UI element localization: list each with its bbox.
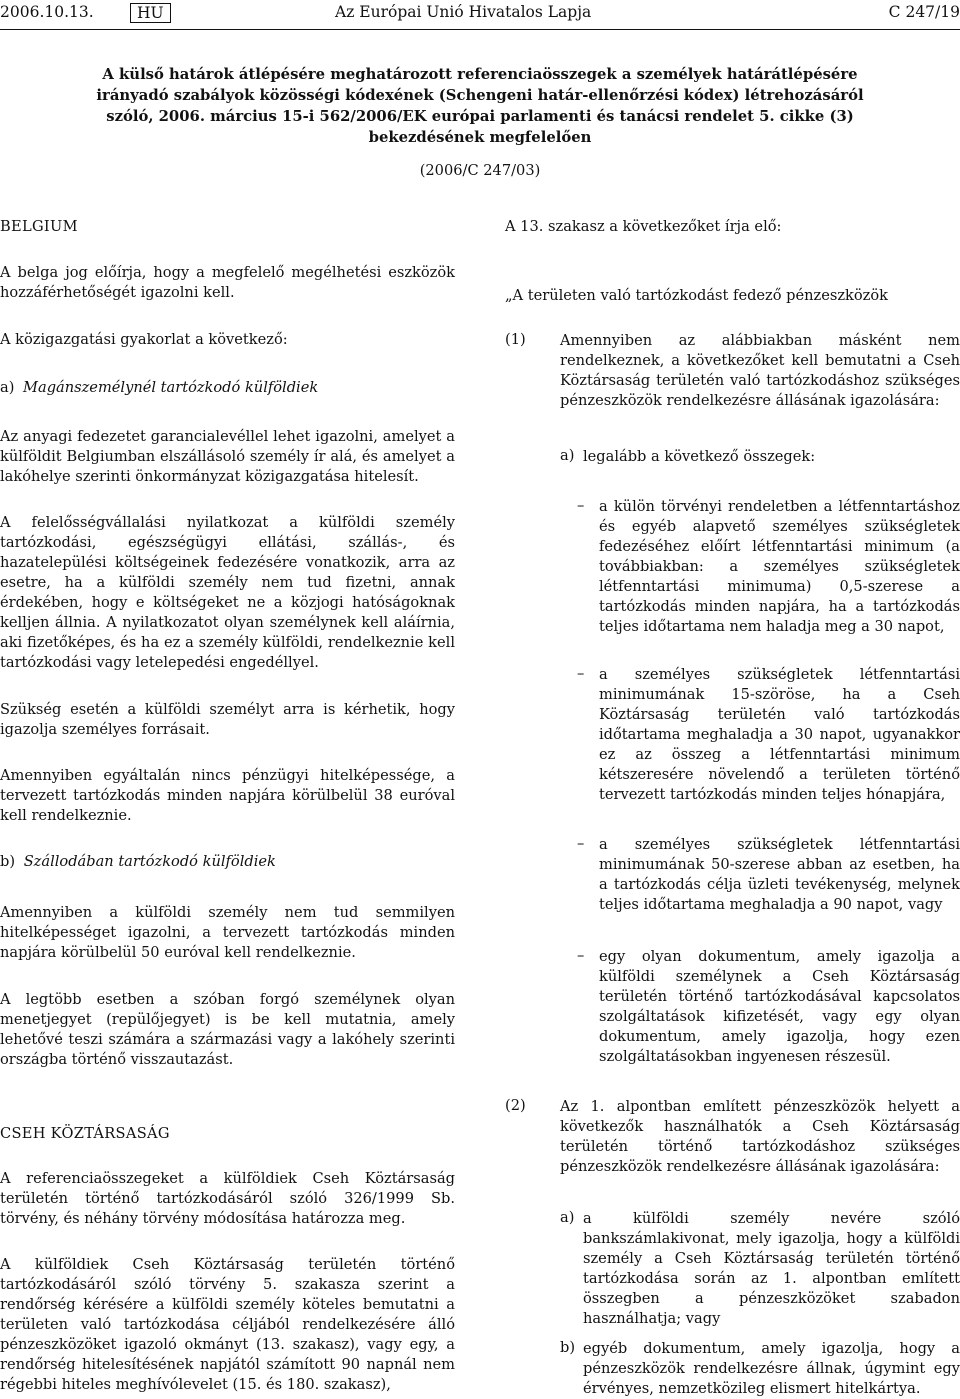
dash-item-text: a külön törvényi rendeletben a létfenntartáshoz és egyéb alapvető személyes szükségletek fedezéséhez előírt létfenntartási minimum (a továbbiakban: a személyes szükségletek létfenntartási minimuma) 0,5-szerese a tartózkodás minden napjára, ha a tartózkodás teljes időtartama nem haladja meg a 30 napot, [599, 498, 960, 635]
list-number: (1) [505, 331, 526, 348]
list-label: a) [560, 1209, 575, 1226]
list-item-text: Amennyiben az alábbiakban másként nem rendelkeznek, a következőket kell bemutatni a Cseh Köztársaság területén való tartózkodáshoz szükséges pénzeszközök rendelkezésre állásának igazolására: [560, 332, 960, 409]
list-number: (2) [505, 1097, 526, 1114]
paragraph: A felelősségvállalási nyilatkozat a külföldi személy tartózkodási, egészségügyi ellátási, szállás-, és hazatelepülési költségeinek fedezésére vonatkozik, arra az esetre, ha a külföldi személy nem tud fizetni, annak érdekében, hogy e költségeket ne a közjogi hatóságoknak kelljen állnia. A nyilatkozatot olyan személynek kell aláírnia, aki fizetőképes, és ha ez a személy külföldi, rendelkeznie kell tartózkodási vagy letelepedési engedéllyel. [0, 514, 455, 671]
list-label: a) [0, 379, 15, 396]
paragraph: A belga jog előírja, hogy a megfelelő megélhetési eszközök hozzáférhetőségét igazolni kell. [0, 264, 455, 301]
list-item-text: a külföldi személy nevére szóló bankszámlakivonat, mely igazolja, hogy a külföldi személy a Cseh Köztársaság területén történő tartózkodása során az 1. alpontban említett összegben a pénzeszközöket szabadon használhatja; vagy [583, 1210, 960, 1327]
dash-item-text: a személyes szükségletek létfenntartási minimumának 15-szöröse, ha a Cseh Köztársaság területén való tartózkodás időtartama meghaladja a 30 napot, ugyanakkor ez az összeg a létfenntartási minimum kétszeresére növelendő a területen történő tervezett tartózkodás minden teljes hónapjára, [599, 666, 960, 803]
list-item-2 [505, 1097, 960, 1177]
dash-item [505, 835, 960, 915]
paragraph: A 13. szakasz a következőket írja elő: [505, 218, 782, 235]
subheading-title: Szállodában tartózkodó külföldiek [23, 853, 276, 870]
paragraph: Szükség esetén a külföldi személyt arra is kérhetik, hogy igazolja személyes forrásait. [0, 701, 455, 738]
list-item-text: legalább a következő összegek: [583, 448, 816, 465]
list-label: a) [560, 447, 575, 464]
paragraph: A közigazgatási gyakorlat a következő: [0, 331, 288, 348]
list-item-1 [505, 331, 960, 411]
sub-item-a [505, 447, 960, 467]
publication-date: 2006.10.13. [0, 3, 94, 21]
journal-name: Az Európai Unió Hivatalos Lapja [335, 3, 592, 21]
paragraph: A külföldiek Cseh Köztársaság területén történő tartózkodásáról szóló törvény 5. szakasza szerint a rendőrség kérésére a külföldi személy köteles bemutatni a területen való tartózkodása céljából rendelkezésére álló pénzeszközöket igazoló okmányt (13. szakasz), vagy egy, a rendőrség hitelesítésének napjától számított 90 napnál nem régebbi hiteles meghívólevelet (15. és 180. szakasz), [0, 1256, 455, 1393]
paragraph: Az anyagi fedezetet garancialevéllel lehet igazolni, amelyet a külföldit Belgiumban elszállásoló személy ír alá, és amelyet a lakóhelye szerinti önkormányzat közigazgatása hitelesít. [0, 428, 455, 485]
subheading-b [0, 853, 455, 870]
subheading-title: Magánszemélynél tartózkodó külföldiek [23, 379, 319, 396]
dash-marker: – [577, 665, 585, 682]
language-code: HU [130, 3, 171, 23]
list-item-text: egyéb dokumentum, amely igazolja, hogy a pénzeszközök rendelkezésre állnak, úgymint egy érvényes, nemzetközileg elismert hitelkártya. [583, 1340, 960, 1397]
paragraph: A referenciaösszegeket a külföldiek Cseh Köztársaság területén történő tartózkodásáról szóló 326/1999 Sb. törvény, és néhány törvény módosítása határozza meg. [0, 1170, 455, 1227]
page-header [0, 0, 960, 28]
list-item-text: Az 1. alpontban említett pénzeszközök helyett a következők használhatók a Cseh Köztársaság területén történő tartózkodáshoz szükséges pénzeszközök rendelkezésre állásának igazolására: [560, 1098, 960, 1175]
header-rule [0, 29, 960, 30]
dash-item [505, 497, 960, 637]
dash-marker: – [577, 947, 585, 964]
list-label: b) [0, 853, 16, 870]
dash-marker: – [577, 497, 585, 514]
section-heading-czech: CSEH KÖZTÁRSASÁG [0, 1125, 170, 1142]
subheading-a [0, 379, 455, 396]
dash-item-text: a személyes szükségletek létfenntartási minimumának 50-szerese abban az esetben, ha a tartózkodás célja üzleti tevékenység, melynek teljes időtartama meghaladja a 90 napot, vagy [599, 836, 960, 913]
sub-item-2b [505, 1339, 960, 1399]
paragraph: A legtöbb esetben a szóban forgó személynek olyan menetjegyet (repülőjegyet) is be kell mutatnia, amely lehetővé teszi számára a származási vagy a lakóhely szerinti országba történő visszautazást. [0, 991, 455, 1068]
section-heading-belgium: BELGIUM [0, 218, 78, 235]
quote-heading: „A területen való tartózkodást fedező pénzeszközök [505, 287, 889, 304]
document-title: A külső határok átlépésére meghatározott referenciaösszegek a személyek határátlépésére irányadó szabályok közösségi kódexének (Schengeni határ-ellenőrzési kódex) létrehozásáról szóló, 2006. március 15-i 562/2006/EK európai parlamenti és tanácsi rendelet 5. cikke (3) bekezdésének megfelelően [96, 66, 864, 146]
dash-item [505, 947, 960, 1067]
document-reference: (2006/C 247/03) [419, 162, 541, 179]
dash-marker: – [577, 835, 585, 852]
page-number: C 247/19 [888, 3, 960, 21]
dash-item [505, 665, 960, 805]
dash-item-text: egy olyan dokumentum, amely igazolja a külföldi személynek a Cseh Köztársaság területén történő tartózkodásával kapcsolatos szolgáltatások kifizetését, vagy egy olyan dokumentum, amely igazolja, hogy ezen szolgáltatásokban ingyenesen részesül. [599, 948, 960, 1065]
paragraph: Amennyiben egyáltalán nincs pénzügyi hitelképessége, a tervezett tartózkodás minden napjára körülbelül 38 euróval kell rendelkeznie. [0, 767, 455, 824]
paragraph: Amennyiben a külföldi személy nem tud semmilyen hitelképességet igazolni, a tervezett tartózkodás minden napjára körülbelül 50 euróval kell rendelkeznie. [0, 904, 455, 961]
sub-item-2a [505, 1209, 960, 1329]
list-label: b) [560, 1339, 576, 1356]
